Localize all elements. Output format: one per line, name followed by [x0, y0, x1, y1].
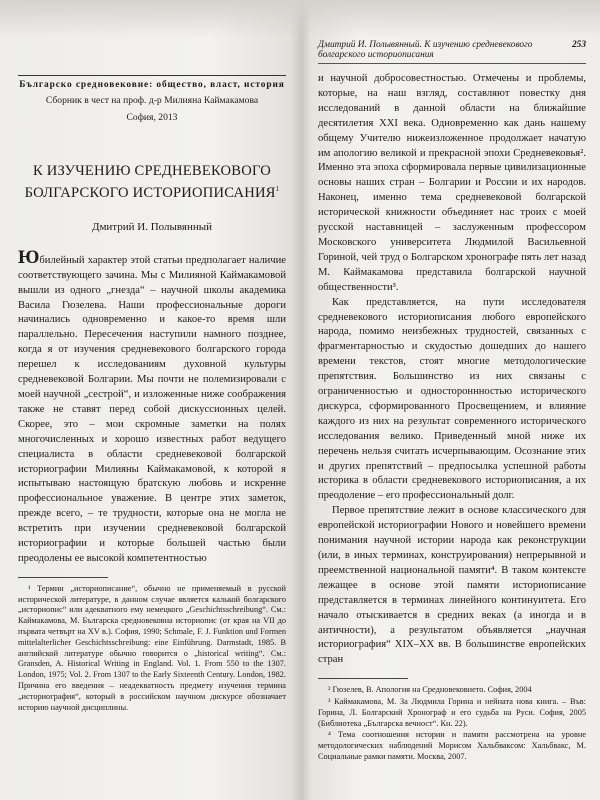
title-footnote-marker: 1: [275, 185, 280, 193]
right-page: [302, 0, 600, 800]
page-shadow: [302, 0, 600, 38]
paragraph: Первое препятствие лежит в основе классического для европейской историографии Нового и новейшего времени понимания научной истории народа как реконструкции (или, в иных терминах, конструирования) непрерывной и преемственной национальной памяти⁴. В таком контексте лежащее в основе этой памяти историописание представляется в терминах линейного континуитета. Его начало отыскивается в средних веках (а иногда и в античности), а результатом объявляется „научная историография“ XIX–XX вв. В большинстве европейских стран: [318, 505, 586, 666]
author-name: Дмитрий И. Полывянный: [91, 220, 213, 233]
right-footnotes: [318, 685, 586, 763]
running-head-text: Дмитрий И. Полывянный. К изучению средневекового болгарского историописания: [318, 40, 533, 60]
footnote-divider: [18, 577, 108, 578]
paragraph: Как представляется, на пути исследователя средневекового историописания любого европейского народа, помимо неизбежных трудностей, связанных с фрагментарностью и скудостью дошедших до нашего времени текстов, стоят многие методологические препятствия. Большинство из них связаны с ограниченностью и одностороннностью исторического дискурса, сформированного Просвещением, и влияние каждого из них на результат современного исторического исследования велико. Приведенный мной ниже их перечень нельзя считать исчерпывающим. Осознание этих и других препятствий – предпосылка успешной работы историка в области средневекового историописания, а их преодоление – его профессиональный долг.: [318, 296, 586, 502]
footnote-4: ⁴ Тема соотношения истории и памяти рассмотрена на уровне методологических наблюдений Морисом Хальбваксом: Хальбвакс, М. Социальные рамки памяти. Москва, 2007.: [318, 730, 586, 762]
title-line-2: БОЛГАРСКОГО ИСТОРИОПИСАНИЯ$^1$: [24, 184, 280, 201]
running-head-left: Българско средновековие: общество, власт, история: [18, 75, 286, 90]
title-line-1: К ИЗУЧЕНИЮ СРЕДНЕВЕКОВОГО: [33, 163, 271, 179]
running-head-right: [318, 40, 586, 64]
page-number: 253: [571, 40, 586, 50]
drop-cap: Ю: [18, 246, 40, 268]
page-shadow: [0, 0, 302, 38]
footnote-2: ² Гюзелев, В. Апология на Средновековието. София, 2004: [328, 685, 532, 695]
right-body-text: [318, 72, 586, 668]
left-body-text: [18, 246, 286, 567]
left-footnotes: [18, 584, 286, 714]
paragraph: и научной добросовестностью. Отмечены и проблемы, которые, на наш взгляд, составляют повестку дня исследований в данной области на ближайшие десятилетия XXI века. Одновременно как дань нашему общему Учителю нижеизложенное продолжает начатую им апологию великой и прекрасной эпохи Средневековья². Именно эта эпоха сформировала первые цивилизационные основы наших стран – Болгарии и России и их народов. Наконец, именно тема средневековой болгарской исторической книжности объединяет нас троих с моей русской наставницей – заслуженным профессором Московского университета Людмилой Васильевной Гориной, чей труд о Болгарском хронографе пять лет назад М. Каймакамова представила болгарской научной общественности³.: [318, 73, 586, 293]
collection-line: Сборник в чест на проф. д-р Милияна Каймакамова: [45, 95, 259, 106]
paragraph: Юбилейный характер этой статьи предполагает наличие соответствующего зачина. Мы с Милияной Каймакамовой вышли из одного „гнезда“ – научной школы академика Василa Гюзелева. Наши профессиональные дороги начинались одновременно и какое-то время шли параллельно. Пересечения наступили намного позднее, когда я от изучения средневекового болгарского города перешел к исследованиям духовной культуры средневековой Болгарии. Мы почти не полемизировали с моей научной „сестрой“, и изложенные ниже соображения также не ставят перед собой дискуссионных целей. Скорее, это – мои скромные заметки на полях многочисленных и хорошо известных работ ведущего специалиста в области средневековой болгарской историографии Милияны Каймакамовой, к которой я испытываю настоящую братскую любовь и искренне профессиональное уважение. В центре этих заметок, прежде всего, – те трудности, которые она не могла не встретить при изучении средневековой болгарской историографии и которые большей частью были преодолены ее высокой компетентностью: [18, 246, 286, 564]
article-title: [18, 162, 286, 202]
footnote-divider: [318, 678, 408, 679]
place-year: София, 2013: [126, 112, 178, 123]
footnote-3: ³ Каймакамова, М. За Людмила Горина и нейната нова книга. – Във: Горина, Л. Болгарский Хронограф и его судьба на Руси. София, 2005 (Библиотека „Българска вечност“. Кн. 22).: [318, 697, 586, 728]
footnote-1: ¹ Термин „историописание“, обычно не применяемый в русской исторической литературе, в данном случае является калькой болгарского „историопис“ или адекватного ему немецкого „Geschichtsschreibung“. См.: Каймакамова, М. Българска средновековна историопис (от края на VII до първата четвърт на XV в.). София, 1990; Schmale, F. J. Funktion und Formen mittelalterlicher Geschichtsschreibung: eine Einführung. Darmstadt, 1985. В английской литературе обычно говорится о „historical writing“. См.: Gransden, A. Historical Writing in England. Vol. 1. From 550 to the 1307. London, 1975; Vol. 2. From 1307 to the Early Sixteenth Century. London, 1982. Причина его введения – неадекватность предмету изучения термина „историография“, который в российском научном дискурсе обозначает историю научной дисциплины.: [18, 583, 286, 712]
